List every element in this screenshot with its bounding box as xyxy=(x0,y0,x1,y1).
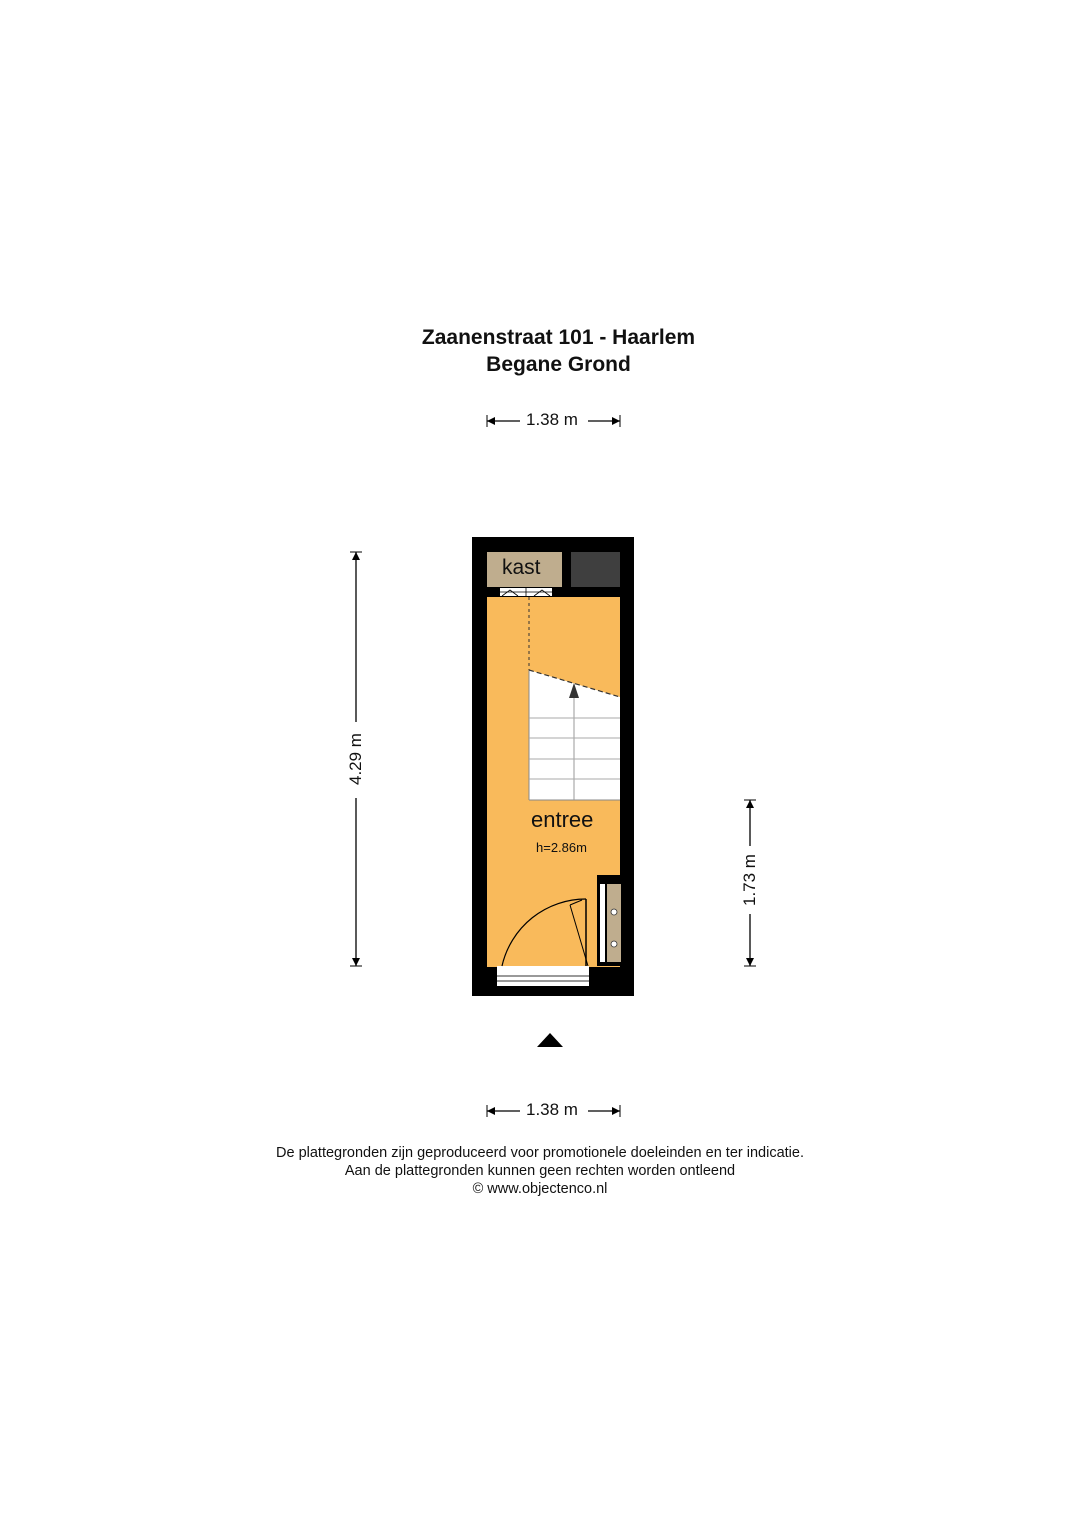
left-height-label: 4.29 m xyxy=(346,733,365,785)
right-height-label: 1.73 m xyxy=(740,854,759,906)
entrance-height: h=2.86m xyxy=(536,840,587,855)
top-width-label: 1.38 m xyxy=(526,410,578,429)
storage-label: kast xyxy=(502,556,541,579)
plan-floor-name: Begane Grond xyxy=(486,353,631,376)
entrance-label: entree xyxy=(531,807,594,832)
disclaimer-line-2: Aan de plattegronden kunnen geen rechten worden ontleend xyxy=(344,1163,736,1179)
north-arrow-icon xyxy=(537,1033,563,1047)
meter-cabinet xyxy=(597,875,634,966)
plan-address: Zaanenstraat 101 - Haarlem xyxy=(421,326,696,349)
copyright-link[interactable]: © www.objectenco.nl xyxy=(472,1181,608,1197)
shaft xyxy=(571,552,620,587)
disclaimer-line-1: De plattegronden zijn geproduceerd voor promotionele doeleinden en ter indicatie. xyxy=(276,1145,804,1161)
bottom-width-label: 1.38 m xyxy=(526,1100,578,1119)
